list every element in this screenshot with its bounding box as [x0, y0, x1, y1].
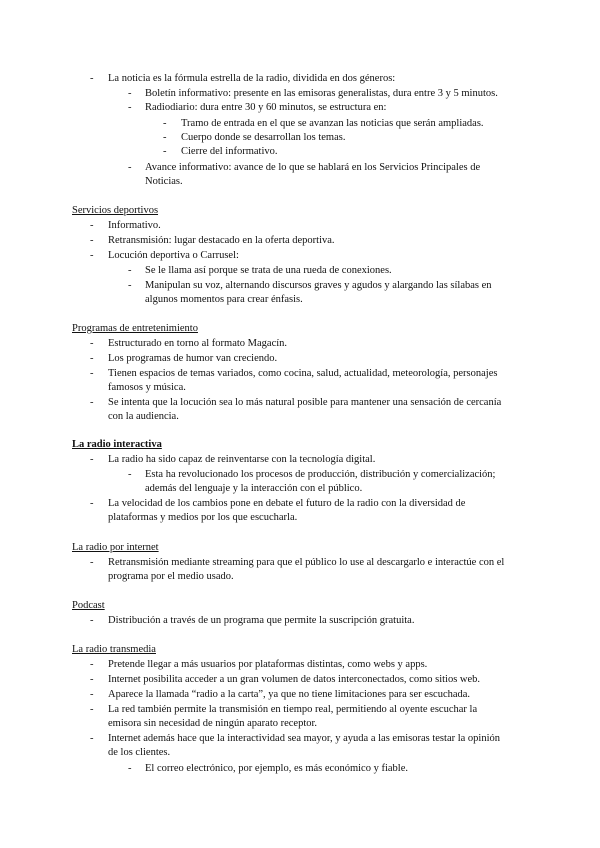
list-item: Avance informativo: avance de lo que se hablará en los Servicios Principales de: [145, 162, 481, 173]
bullet-dash: -: [90, 353, 94, 364]
list-item-continuation: con la audiencia.: [108, 411, 179, 422]
bullet-dash: -: [90, 689, 94, 700]
list-item-continuation: además del lenguaje y la interacción con el público.: [145, 483, 363, 494]
list-item: Radiodiario: dura entre 30 y 60 minutos, se estructura en:: [145, 102, 387, 113]
bullet-dash: -: [128, 265, 132, 276]
bullet-dash: -: [90, 557, 94, 568]
bullet-dash: -: [90, 674, 94, 685]
bullet-dash: -: [90, 73, 94, 84]
list-item: Cierre del informativo.: [181, 146, 278, 157]
list-item: Retransmisión: lugar destacado en la oferta deportiva.: [108, 235, 335, 246]
section-heading: Podcast: [72, 600, 105, 611]
section-heading: La radio interactiva: [72, 439, 162, 450]
bullet-dash: -: [128, 102, 132, 113]
section-heading: La radio transmedia: [72, 644, 156, 655]
bullet-dash: -: [163, 146, 167, 157]
bullet-dash: -: [128, 280, 132, 291]
bullet-dash: -: [128, 763, 132, 774]
list-item: Esta ha revolucionado los procesos de producción, distribución y comercialización;: [145, 469, 496, 480]
bullet-dash: -: [128, 88, 132, 99]
list-item: Los programas de humor van creciendo.: [108, 353, 278, 364]
list-item-continuation: algunos momentos para crear énfasis.: [145, 294, 303, 305]
list-item: Informativo.: [108, 220, 161, 231]
bullet-dash: -: [90, 704, 94, 715]
bullet-dash: -: [128, 469, 132, 480]
list-item: La red también permite la transmisión en tiempo real, permitiendo al oyente escuchar la: [108, 704, 478, 715]
list-item: El correo electrónico, por ejemplo, es más económico y fiable.: [145, 763, 408, 774]
list-item: Estructurado en torno al formato Magacín.: [108, 338, 288, 349]
list-item-continuation: programa por el medio usado.: [108, 571, 234, 582]
list-item: La velocidad de los cambios pone en debate el futuro de la radio con la diversidad de: [108, 498, 466, 509]
bullet-dash: -: [90, 733, 94, 744]
list-item-continuation: de los clientes.: [108, 747, 171, 758]
bullet-dash: -: [90, 220, 94, 231]
bullet-dash: -: [163, 132, 167, 143]
list-item: Manipulan su voz, alternando discursos graves y agudos y alargando las sílabas en: [145, 280, 492, 291]
section-heading: Servicios deportivos: [72, 205, 159, 216]
bullet-dash: -: [90, 659, 94, 670]
list-item: Distribución a través de un programa que permite la suscripción gratuita.: [108, 615, 415, 626]
section-heading: La radio por internet: [72, 542, 159, 553]
bullet-dash: -: [90, 397, 94, 408]
list-item: Internet posibilita acceder a un gran volumen de datos interconectados, como sitios web.: [108, 674, 481, 685]
list-item: La noticia es la fórmula estrella de la radio, dividida en dos géneros:: [108, 73, 396, 84]
list-item-continuation: famosos y música.: [108, 382, 186, 393]
section-heading: Programas de entretenimiento: [72, 323, 198, 334]
list-item-continuation: Noticias.: [145, 176, 183, 187]
list-item: Tramo de entrada en el que se avanzan las noticias que serán ampliadas.: [181, 118, 484, 129]
list-item: La radio ha sido capaz de reinventarse con la tecnología digital.: [108, 454, 376, 465]
bullet-dash: -: [90, 498, 94, 509]
bullet-dash: -: [163, 118, 167, 129]
bullet-dash: -: [90, 235, 94, 246]
bullet-dash: -: [90, 338, 94, 349]
bullet-dash: -: [90, 368, 94, 379]
list-item: Se le llama así porque se trata de una rueda de conexiones.: [145, 265, 392, 276]
bullet-dash: -: [90, 454, 94, 465]
list-item: Retransmisión mediante streaming para que el público lo use al descargarlo e interactúe con el: [108, 557, 505, 568]
list-item: Se intenta que la locución sea lo más natural posible para mantener una sensación de cercanía: [108, 397, 502, 408]
list-item: Locución deportiva o Carrusel:: [108, 250, 239, 261]
list-item: Pretende llegar a más usuarios por plataformas distintas, como webs y apps.: [108, 659, 428, 670]
list-item: Boletín informativo: presente en las emisoras generalistas, dura entre 3 y 5 minutos.: [145, 88, 498, 99]
bullet-dash: -: [128, 162, 132, 173]
bullet-dash: -: [90, 250, 94, 261]
list-item: Cuerpo donde se desarrollan los temas.: [181, 132, 346, 143]
list-item-continuation: plataformas y medios por los que escucharla.: [108, 512, 298, 523]
list-item: Tienen espacios de temas variados, como cocina, salud, actualidad, meteorología, personajes: [108, 368, 498, 379]
list-item-continuation: emisora sin necesidad de ningún aparato receptor.: [108, 718, 318, 729]
list-item: Internet además hace que la interactividad sea mayor, y ayuda a las emisoras testar la opinión: [108, 733, 501, 744]
bullet-dash: -: [90, 615, 94, 626]
list-item: Aparece la llamada “radio a la carta”, ya que no tiene limitaciones para ser escuchada.: [108, 689, 471, 700]
